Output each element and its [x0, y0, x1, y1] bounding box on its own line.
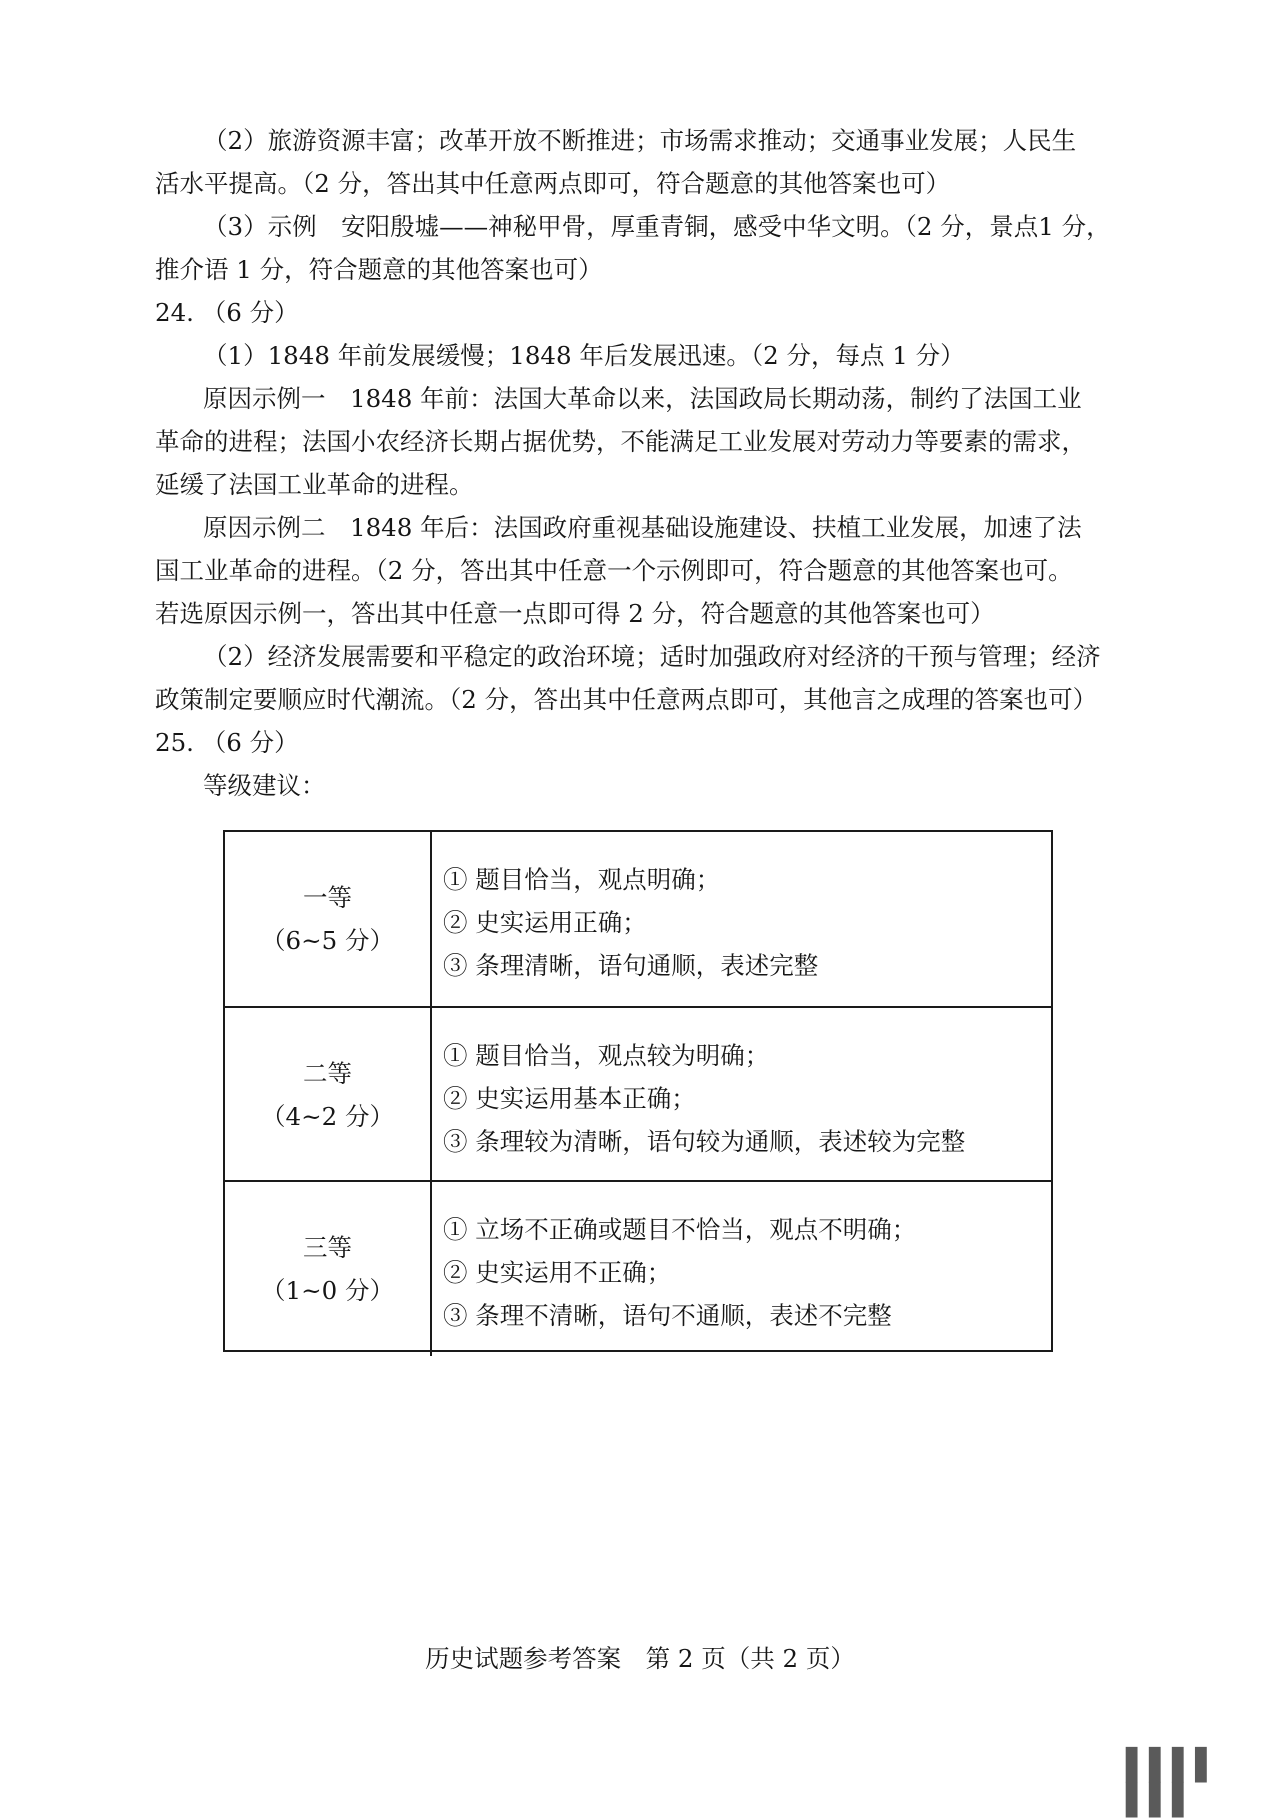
grade-score-range: （1~0 分） — [261, 1276, 394, 1305]
answer-23-3-line-2: 推介语 1 分，符合题意的其他答案也可） — [155, 255, 603, 284]
reason-example-2-line-2: 国工业革命的进程。（2 分，答出其中任意一个示例即可，符合题意的其他答案也可。 — [155, 556, 1073, 585]
answer-24-2-line-1: （2）经济发展需要和平稳定的政治环境；适时加强政府对经济的干预与管理；经济 — [203, 642, 1101, 671]
grade-name: 二等 — [303, 1059, 352, 1088]
reason-example-2-line-1: 原因示例二 1848 年后：法国政府重视基础设施建设、扶植工业发展，加速了法 — [203, 513, 1082, 542]
answer-23-2-line-2: 活水平提高。（2 分，答出其中任意两点即可，符合题意的其他答案也可） — [155, 169, 951, 198]
grade-criterion: ② 史实运用不正确； — [443, 1258, 672, 1287]
answer-24-1-line-1: （1）1848 年前发展缓慢；1848 年后发展迅速。（2 分，每点 1 分） — [203, 341, 965, 370]
grade-criteria-cell — [443, 1034, 965, 1163]
grade-name: 三等 — [303, 1233, 352, 1262]
grade-criterion: ① 题目恰当，观点较为明确； — [443, 1041, 770, 1070]
grade-header-cell — [225, 1008, 432, 1182]
answer-23-2-line-1: （2）旅游资源丰富；改革开放不断推进；市场需求推动；交通事业发展；人民生 — [203, 126, 1077, 155]
grade-criterion: ② 史实运用正确； — [443, 908, 647, 937]
reason-example-2-line-3: 若选原因示例一，答出其中任意一点即可得 2 分，符合题意的其他答案也可） — [155, 599, 995, 628]
grading-table — [223, 830, 1053, 1352]
answer-23-3-line-1: （3）示例 安阳殷墟——神秘甲骨，厚重青铜，感受中华文明。（2 分，景点1 分， — [203, 212, 1111, 241]
grade-criteria-cell — [443, 1208, 916, 1337]
reason-example-1-line-1: 原因示例一 1848 年前：法国大革命以来，法国政局长期动荡，制约了法国工业 — [203, 384, 1082, 413]
reason-example-1-line-2: 革命的进程；法国小农经济长期占据优势，不能满足工业发展对劳动力等要素的需求， — [155, 427, 1086, 456]
page-footer: 历史试题参考答案 第 2 页（共 2 页） — [425, 1644, 855, 1673]
grade-score-range: （6~5 分） — [261, 926, 394, 955]
grade-criterion: ③ 条理较为清晰，语句较为通顺，表述较为完整 — [443, 1127, 966, 1156]
grade-criterion: ① 立场不正确或题目不恰当，观点不明确； — [443, 1215, 917, 1244]
reason-example-1-line-3: 延缓了法国工业革命的进程。 — [155, 470, 474, 499]
grade-row-second — [225, 1006, 1051, 1182]
answer-24-2-line-2: 政策制定要顺应时代潮流。（2 分，答出其中任意两点即可，其他言之成理的答案也可） — [155, 685, 1098, 714]
grade-criteria-cell — [443, 858, 818, 987]
grade-row-first — [225, 832, 1051, 1006]
grade-header-cell — [225, 1182, 432, 1356]
grade-criterion: ① 题目恰当，观点明确； — [443, 865, 721, 894]
question-24-heading: 24. （6 分） — [155, 298, 299, 327]
question-25-heading: 25. （6 分） — [155, 728, 299, 757]
grade-name: 一等 — [303, 883, 352, 912]
margin-registration-marks: ▌▌▌▌ ▌▌▌ — [1126, 1748, 1219, 1818]
grading-suggestion-label: 等级建议： — [203, 771, 326, 800]
grade-criterion: ③ 条理不清晰，语句不通顺，表述不完整 — [443, 1301, 892, 1330]
grade-row-third — [225, 1180, 1051, 1356]
grade-header-cell — [225, 832, 432, 1006]
grade-criterion: ③ 条理清晰，语句通顺，表述完整 — [443, 951, 819, 980]
grade-criterion: ② 史实运用基本正确； — [443, 1084, 696, 1113]
grade-score-range: （4~2 分） — [261, 1102, 394, 1131]
